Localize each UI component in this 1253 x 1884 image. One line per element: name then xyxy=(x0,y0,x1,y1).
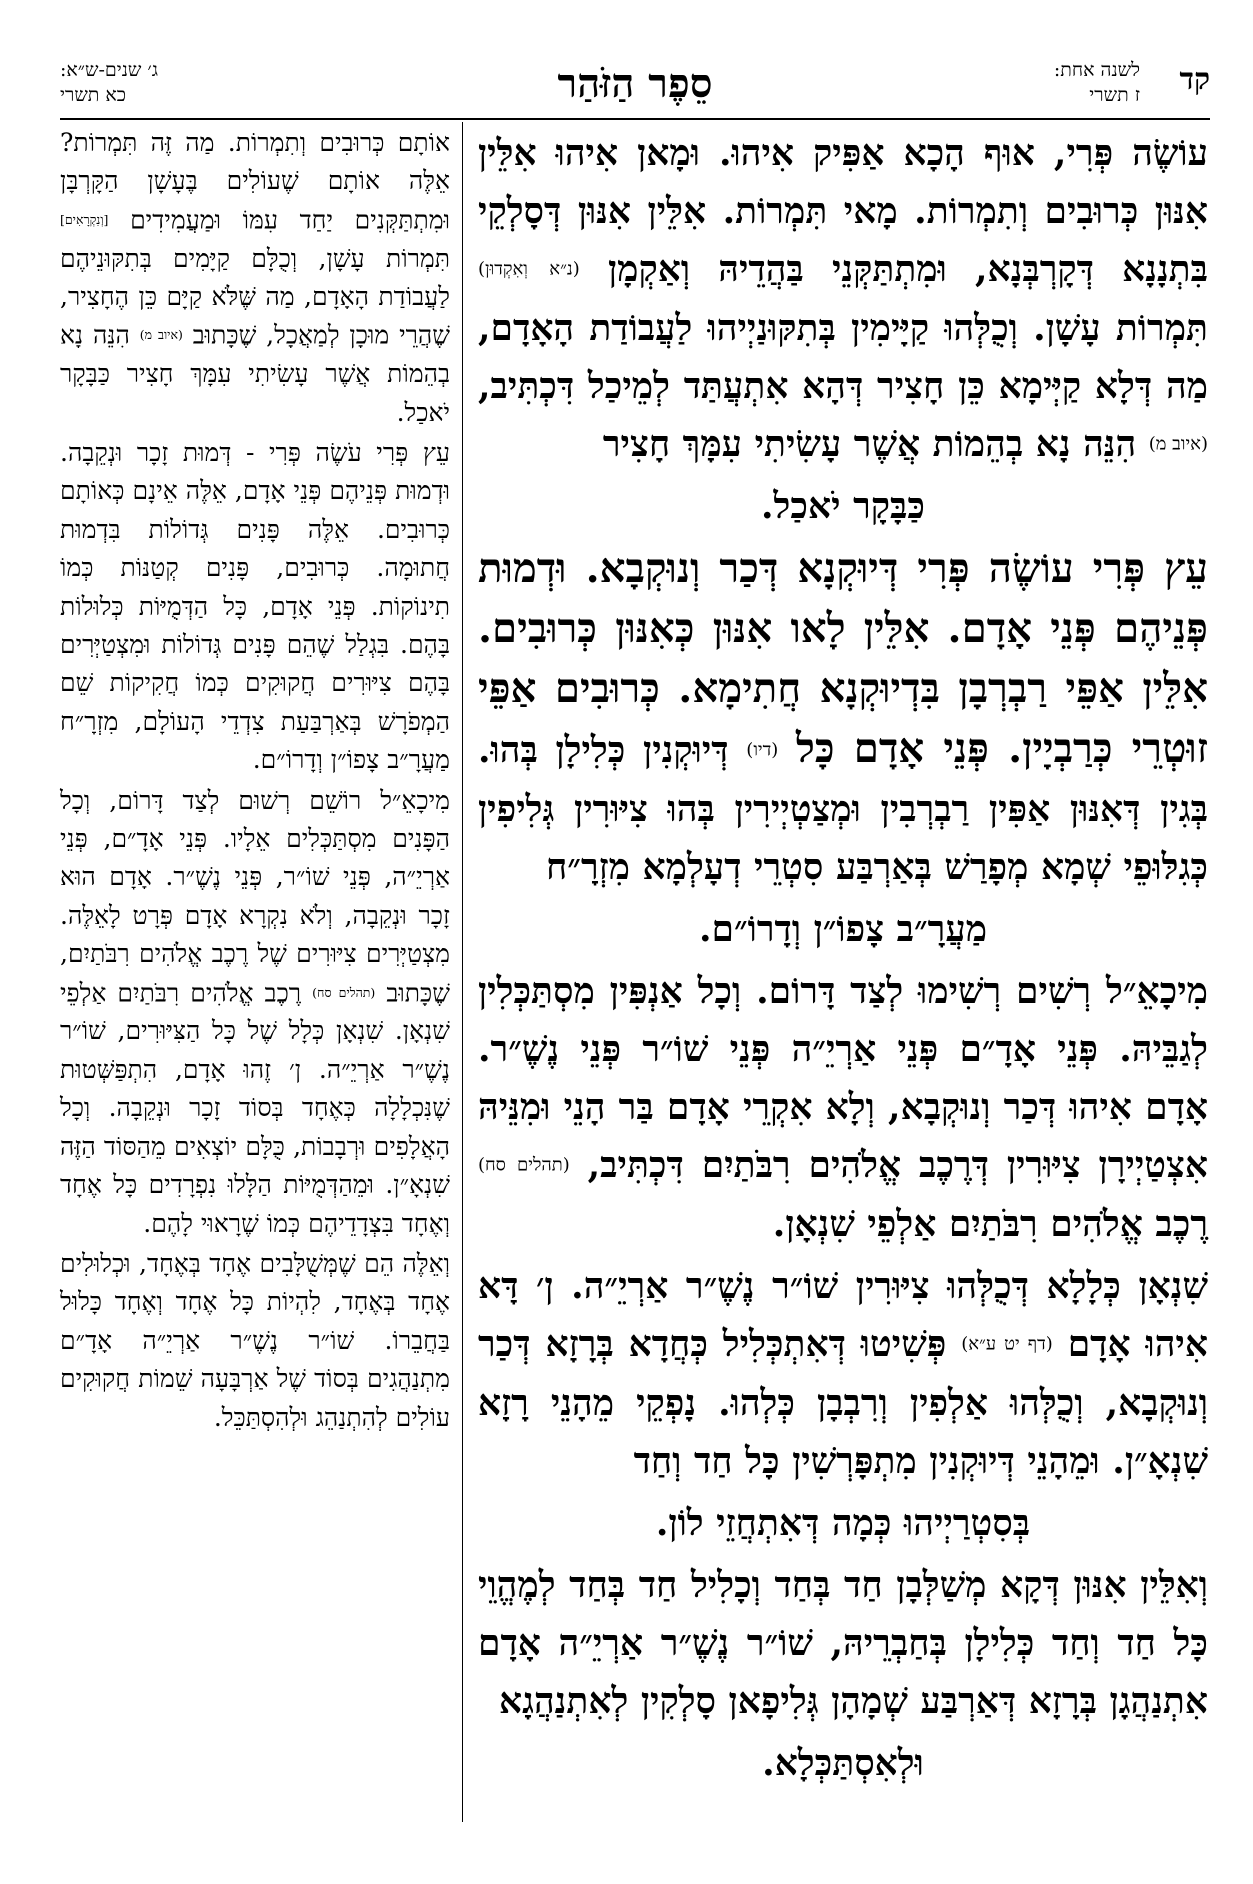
commentary-column xyxy=(60,124,450,1824)
schedule-three-years-date: כא תשרי xyxy=(60,84,127,106)
verse-quote: הִנֵּה נָא בְהֵמוֹת אֲשֶׁר עָשִׂיתִי עִמָּךְ חָצִיר כַּבָּקָר יֹאכַל. xyxy=(60,320,450,427)
main-text: תִּמְרוֹת עָשָׁן. וְכֻלְּהוּ קַיָּימִין בְּתִקּוּנַיְיהוּ לַעֲבוֹדַת הָאָדָם, מַה דְּלָא קַיְּימָא כֵּן חָצִיר דְּהָא אִתְעֲתַּד לְמֵיכַל דִּכְתִּיב, xyxy=(478,306,1208,407)
commentary-paragraph-1 xyxy=(60,124,450,432)
commentary-paragraph-2: עֵץ פְּרִי עֹשֶׂה פְּרִי - דְּמוּת זָכָר וּנְקֵבָה. וּדְמוּת פְּנֵיהֶם פְּנֵי אָדָם, אֵלֶּה אֵינָם כְּאוֹתָם כְּרוּבִים. אֵלֶּה פָּנִים גְּדוֹלוֹת בִּדְמוּת חֲתוּמָה. כְּרוּבִים, פָּנִים קְטַנּוֹת כְּמוֹ תִינוֹקוֹת. פְּנֵי אָדָם, כָּל הַדְּמֻיּוֹת כְּלוּלוֹת בָּהֶם. בִּגְלַל שֶׁהֵם פָּנִים גְּדוֹלוֹת וּמִצְטַיְּרִים בָּהֶם צִיּוּרִים חֲקוּקִים כְּמוֹ חֲקִיקוֹת שֵׁם הַמְפֹרָשׁ בְּאַרְבַּעַת צִדְדֵי הָעוֹלָם, מִזְרָ״ח מַעֲרָ״ב צָפוֹ״ן וְדָרוֹ״ם. xyxy=(60,438,450,775)
verse-reference: (איוב מ) xyxy=(1148,433,1208,455)
main-paragraph-5 xyxy=(478,1556,1208,1730)
variant-reading-note: (נ״א וְאִקְדוּן) xyxy=(478,258,580,280)
commentary-paragraph-4: וְאֵלֶּה הֵם שֶׁמְּשֻׁלָּבִים אֶחָד בְּאֶחָד, וּכְלוּלִים אֶחָד בְּאֶחָד, לִהְיוֹת כָּל אֶחָד וְאֶחָד כָּלוּל בַּחֲבֵרוֹ. שׁוֹ״ר נֶשֶׁ״ר אַרְיֵ״ה אָדָ״ם מִתְנַהֲגִים בְּסוֹד שֶׁל אַרְבָּעָה שֵׁמוֹת חֲקוּקִים עוֹלִים לְהִתְנַהֵג וּלְהִסְתַּכֵּל. xyxy=(60,1248,450,1432)
verse-reference: (תהלים סח) xyxy=(312,984,376,1000)
main-text: עֵץ פְּרִי עוֹשֶׂה פְּרִי דְּיוּקְנָא דְּכַר וְנוּקְבָא. וּדְמוּת פְּנֵיהֶם פְּנֵי אָדָם. אִלֵּין לָאו אִנּוּן כְּאִנּוּן כְּרוּבִים. אִלֵּין אַפֵּי רַבְרְבָן בִּדְיוּקְנָא חֲתִימָא. כְּרוּבִים אַפֵּי זוּטְרֵי כְּרַבְיָין. פְּנֵי אָדָם כָּל xyxy=(478,544,1208,773)
commentary-text: אוֹתָם כְּרוּבִים וְתִמְרוֹת. מַה זֶּה תִּמְרוֹת? אֵלֶּה אוֹתָם שֶׁעוֹלִים בֶּעָשָׁן הַקָּרְבָּן וּמִתְתַּקְּנִים יַחַד עִמּוֹ וּמַעֲמִידִים xyxy=(60,128,450,235)
main-paragraph-1 xyxy=(478,124,1208,473)
verse-quote: הִנֵּה נָא בְהֵמוֹת אֲשֶׁר עָשִׂיתִי עִמָּךְ חָצִיר xyxy=(602,422,1137,465)
schedule-one-year-label: לשנה אחת: xyxy=(1053,59,1140,81)
main-paragraph-4-end: בְּסִטְרַיְיהוּ כְּמָה דְּאִתְחֲזֵי לוֹן. xyxy=(655,1501,1031,1544)
main-text: שִׁנְאָן כְּלָלָא דְּכֻלְּהוּ צִיּוּרִין שׁוֹ״ר נֶשֶׁ״ר אַרְיֵ״ה. ן׳ דָּא אִיהוּ אָדָם xyxy=(478,1264,1208,1365)
main-paragraph-3 xyxy=(478,962,1208,1253)
commentary-paragraph-3 xyxy=(60,782,450,1243)
schedule-one-year-date: ז תשרי xyxy=(1089,84,1140,106)
study-schedule-one-year xyxy=(1054,58,1140,108)
verse-reference: (תהלים סח) xyxy=(478,1154,570,1176)
commentary-text: תִּמְרוֹת עָשָׁן, וְכֻלָּם קַיָּמִים בְּתִקּוּנֵיהֶם לַעֲבוֹדַת הָאָדָם, מַה שֶּׁלֹּא קַיָּם כֵּן הֶחָצִיר, שֶׁהֲרֵי מוּכָן לְמַאֲכָל, שֶׁכָּתוּב xyxy=(60,243,451,350)
main-paragraph-5-end: וּלְאִסְתַּכְּלָא. xyxy=(762,1741,924,1784)
main-text: עוֹשֶׂה פְּרִי, אוּף הָכָא אַפִּיק אִיהוּ. וּמָאן אִיהוּ אִלֵּין אִנּוּן כְּרוּבִים וְתִמְרוֹת. מָאי תִּמְרוֹת. אִלֵּין אִנּוּן דְּסָלְקֵי בִּתְנָנָא דְּקָרְבְּנָא, וּמִתְתַּקְּנֵי בַּהֲדֵיהּ וְאַקְמָן xyxy=(478,132,1208,290)
commentary-text: מִיכָאֵ״ל רוֹשֵׁם רְשׁוּם לְצַד דָּרוֹם, וְכָל הַפָּנִים מִסְתַּכְּלִים אֵלָיו. פְּנֵי אָדָ״ם, פְּנֵי אַרְיֵ״ה, פְּנֵי שׁוֹ״ר, פְּנֵי נֶשֶׁ״ר. אָדָם הוּא זָכָר וּנְקֵבָה, וְלֹא נִקְרָא אָדָם פְּרָט לָאֵלֶּה. מִצְטַיְּרִים צִיּוּרִים שֶׁל רֶכֶב אֱלֹהִים רִבֹּתַיִם, שֶׁכָּתוּב xyxy=(60,785,450,1008)
page-header xyxy=(60,56,1210,116)
main-paragraph-2-end: מַעֲרָ״ב צָפוֹ״ן וְדָרוֹ״ם. xyxy=(698,908,988,951)
variant-reading-note: (דיו) xyxy=(746,740,779,762)
column-divider xyxy=(462,122,463,1822)
bracket-note: [וְנִקְרָאִים] xyxy=(60,211,109,227)
verse-quote: רֶכֶב אֱלֹהִים רִבֹּתַיִם אַלְפֵי שִׁנְאָן. xyxy=(772,1202,1208,1245)
main-paragraph-4 xyxy=(478,1257,1208,1490)
main-text: פְּשִׁיטוּ דְּאִתְכְּלִיל כְּחֲדָא בְּרָזָא דְּכַר וְנוּקְבָא, וְכֻלְּהוּ אַלְפִין וְרִבְבָן כְּלְהוּ. נָפְקֵי מֵהָנֵי רָזָא שִׁנְאָ״ן. וּמֵהָנֵי דְּיוּקְנִין מִתְפָּרְשִׁין כָּל חַד וְחַד xyxy=(478,1322,1208,1482)
book-title: סֵפֶר הַזֹּהַר xyxy=(557,60,713,107)
page-reference: (דף יט ע״א) xyxy=(961,1333,1053,1355)
main-paragraph-1-end: כַּבָּקָר יֹאכַל. xyxy=(761,485,925,528)
main-text: וְאִלֵּין אִנּוּן דְּקָא מְשַׁלְּבָן חַד בְּחַד וְכָלִיל חַד בְּחַד לְמֶהֱוֵי כָּל חַד וְחַד כְּלִילָן בְּחַבְרֵיהּ, שׁוֹ״ר נֶשֶׁ״ר אַרְיֵ״ה אָדָם אִתְנַהֲגָן בְּרָזָא דְּאַרְבַּע שְׁמָהָן גְּלִיפָאן סָלְקִין לְאִתְנַהֲגָא xyxy=(478,1563,1208,1722)
header-divider xyxy=(60,118,1210,120)
main-text-column xyxy=(478,124,1208,1824)
main-text: דְּיוּקְנִין כְּלִילָן בְּהוּ. בְּגִין דְּאִנּוּן אַפִּין רַבְרְבִין וּמְצַטְיְירִין בְּהוּ צִיּוּרִין גְּלִיפִין כְּגִלּוּפֵי שְׁמָא מְפָרַשׁ בְּאַרְבַּע סִטְרֵי דְעָלְמָא מִזְרָ״ח xyxy=(478,729,1208,889)
verse-reference: (איוב מ) xyxy=(139,327,183,343)
commentary-text: רֶכֶב אֱלֹהִים רִבֹּתַיִם אַלְפֵי שִׁנְאָן. שִׁנְאָן כְּלָל שֶׁל כָּל הַצִּיּוּרִים, שׁוֹ״ר נֶשֶׁ״ר אַרְיֵ״ה. ן׳ זֶהוּ אָדָם, הִתְפַּשְּׁטוּת שֶׁנִּכְלָלָה כְּאֶחָד בְּסוֹד זָכָר וּנְקֵבָה. וְכָל הָאֲלָפִים וּרְבָבוֹת, כֻּלָּם יוֹצְאִים מֵהַסּוֹד הַזֶּה שִׁנְאָ״ן. וּמֵהַדְּמֻיּוֹת הַלָּלוּ נִפְרָדִים כָּל אֶחָד וְאֶחָד בִּצְדָדֵיהֶם כְּמוֹ שֶׁרָאוּי לָהֶם. xyxy=(60,978,450,1238)
page-number: קד xyxy=(1179,62,1210,97)
main-paragraph-2 xyxy=(478,539,1208,896)
main-text: מִיכָאֵ״ל רְשִׁים רְשִׁימוּ לְצַד דָּרוֹם. וְכָל אַנְפִּין מִסְתַּכְּלִין לְגַבֵּיהּ. פְּנֵי אָדָ״ם פְּנֵי אַרְיֵ״ה פְּנֵי שׁוֹ״ר פְּנֵי נֶשֶׁ״ר. אָדָם אִיהוּ דְּכַר וְנוּקְבָא, וְלָא אִקְרֵי אָדָם בַּר הָנֵי וּמִנֵּיהּ אִצְטַיְירָן צִיּוּרִין דְּרֶכֶב אֱלֹהִים רִבֹּתַיִם דִּכְתִּיב, xyxy=(478,970,1208,1187)
schedule-three-years-label: ג׳ שנים-ש״א: xyxy=(60,59,159,81)
